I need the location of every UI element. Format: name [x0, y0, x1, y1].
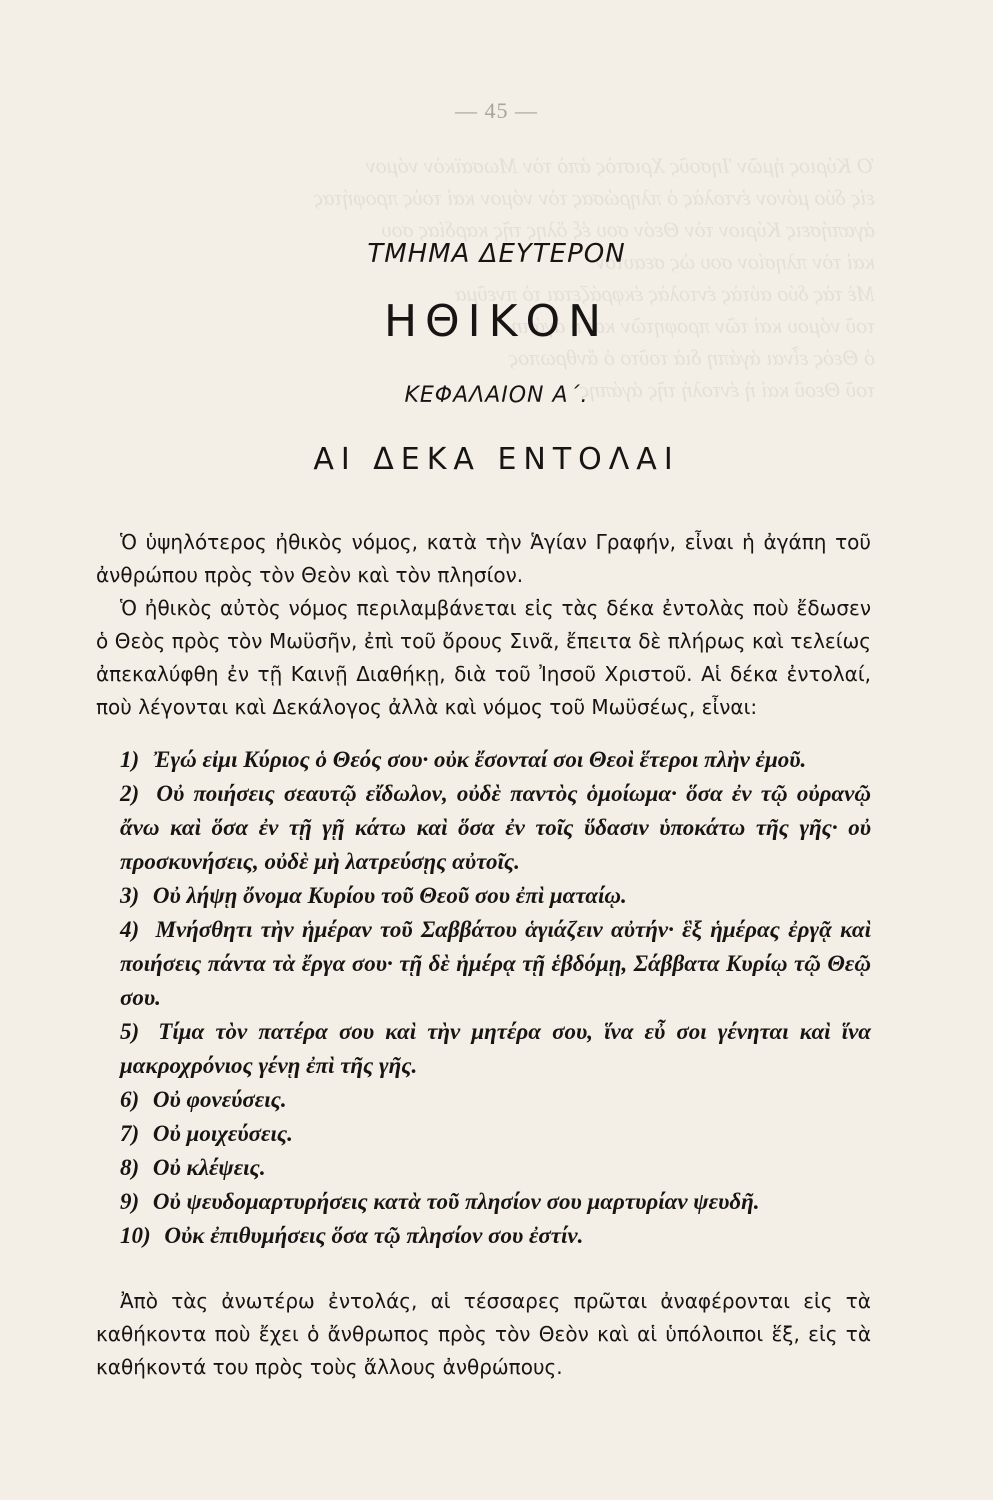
commandment-2	[96, 777, 871, 879]
commandment-number: 7)	[120, 1121, 140, 1146]
commandment-7	[96, 1117, 871, 1151]
commandment-3	[96, 879, 871, 913]
chapter-title: ΚΕΦΑΛΑΙΟΝ Α΄.	[404, 383, 589, 408]
commandment-text: Ἐγώ εἰμι Κύριος ὁ Θεός σου· οὐκ ἔσονταί σοι Θεοὶ ἕτεροι πλὴν ἐμοῦ.	[152, 747, 807, 772]
commandment-text: Οὐ ποιήσεις σεαυτῷ εἴδωλον, οὐδὲ παντὸς ὁμοίωμα· ὅσα ἐν τῷ οὐρανῷ ἄνω καὶ ὅσα ἐν τῇ γῇ κάτω καὶ ὅσα ἐν τοῖς ὕδασιν ὑποκάτω τῆς γῆς· οὐ προσκυνήσεις, οὐδὲ μὴ λατρεύσῃς αὐτοῖς.	[120, 781, 871, 874]
commandment-text: Οὐ μοιχεύσεις.	[152, 1121, 293, 1146]
commandment-10	[96, 1219, 871, 1253]
commandment-number: 6)	[120, 1087, 140, 1112]
commandment-8	[96, 1151, 871, 1185]
commandment-4	[96, 913, 871, 1015]
commandment-number: 10)	[120, 1223, 151, 1248]
commandment-number: 5)	[120, 1019, 140, 1044]
commandment-6	[96, 1083, 871, 1117]
commandment-number: 1)	[120, 747, 140, 772]
subtitle: ΑΙ ΔΕΚΑ ΕΝΤΟΛΑΙ	[313, 442, 680, 477]
commandment-number: 8)	[120, 1155, 140, 1180]
commandment-text: Οὐ φονεύσεις.	[152, 1087, 287, 1112]
commandment-number: 2)	[120, 781, 140, 806]
commandment-text: Τίμα τὸν πατέρα σου καὶ τὴν μητέρα σου, ἵνα εὖ σοι γένηται καὶ ἵνα μακροχρόνιος γένῃ ἐπὶ τῆς γῆς.	[120, 1019, 871, 1078]
commandments-list	[96, 743, 871, 1253]
intro-paragraph-1: Ὁ ὑψηλότερος ἠθικὸς νόμος, κατὰ τὴν Ἁγίαν Γραφήν, εἶναι ἡ ἀγάπη τοῦ ἀνθρώπου πρὸς τὸν Θεὸν καὶ τὸν πλησίον.	[96, 530, 871, 587]
commandment-1	[96, 743, 871, 777]
commandment-5	[96, 1015, 871, 1083]
main-title: ΗΘΙΚΟΝ	[383, 296, 610, 347]
intro-paragraph-2: Ὁ ἠθικὸς αὐτὸς νόμος περιλαμβάνεται εἰς τὰς δέκα ἐντολὰς ποὺ ἔδωσεν ὁ Θεὸς πρὸς τὸν Μωϋσῆν, ἐπὶ τοῦ ὄρους Σινᾶ, ἔπειτα δὲ πλήρως καὶ τελείως ἀπεκαλύφθη ἐν τῇ Καινῇ Διαθήκῃ, διὰ τοῦ Ἰησοῦ Χριστοῦ. Αἱ δέκα ἐντολαί, ποὺ λέγονται καὶ Δεκάλογος ἀλλὰ καὶ νόμος τοῦ Μωϋσέως, εἶναι:	[96, 596, 871, 719]
show-through-text: Ὁ Κύριος ἡμῶν Ἰησοῦς Χριστὸς ἀπὸ τὸν Μωσαϊκὸν νόμον εἰς δύο μόνον ἐντολὰς ὁ πληρώσας τὸν νόμον καὶ τοὺς προφήτας ἀγαπήσεις Κύριον τὸν Θεόν σου ἐξ ὅλης τῆς καρδίας σου καὶ τὸν πλησίον σου ὡς σεαυτόν Μὲ τὰς δύο αὐτὰς ἐντολὰς ἐκφράζεται τὸ πνεῦμα τοῦ νόμου καὶ τῶν προφητῶν καὶ ἡ ἀγάπη ὁ Θεὸς εἶναι ἀγάπη διὰ τοῦτο ὁ ἄνθρωπος τοῦ Θεοῦ καὶ ἡ ἐντολὴ τῆς ἀγάπης	[314, 153, 875, 402]
conclusion-paragraph: Ἀπὸ τὰς ἀνωτέρω ἐντολάς, αἱ τέσσαρες πρῶται ἀναφέρονται εἰς τὰ καθήκοντα ποὺ ἔχει ὁ ἄνθρωπος πρὸς τὸν Θεὸν καὶ αἱ ὑπόλοιποι ἕξ, εἰς τὰ καθήκοντά του πρὸς τοὺς ἄλλους ἀνθρώπους.	[96, 1289, 871, 1379]
commandment-text: Οὐ λήψῃ ὄνομα Κυρίου τοῦ Θεοῦ σου ἐπὶ ματαίῳ.	[152, 883, 627, 908]
commandment-9	[96, 1185, 871, 1219]
commandment-text: Οὐκ ἐπιθυμήσεις ὅσα τῷ πλησίον σου ἐστίν.	[164, 1223, 584, 1248]
commandment-text: Οὐ κλέψεις.	[152, 1155, 266, 1180]
commandment-number: 9)	[120, 1189, 140, 1214]
commandment-text: Μνήσθητι τὴν ἡμέραν τοῦ Σαββάτου ἁγιάζειν αὐτήν· ἓξ ἡμέρας ἐργᾷ καὶ ποιήσεις πάντα τὰ ἔργα σου· τῇ δὲ ἡμέρᾳ τῇ ἑβδόμῃ, Σάββατα Κυρίῳ τῷ Θεῷ σου.	[120, 917, 871, 1010]
commandment-number: 3)	[120, 883, 140, 908]
section-title: ΤΜΗΜΑ ΔΕΥΤΕΡΟΝ	[367, 239, 626, 269]
page-number: — 45 —	[455, 98, 538, 123]
commandment-text: Οὐ ψευδομαρτυρήσεις κατὰ τοῦ πλησίον σου μαρτυρίαν ψευδῆ.	[152, 1189, 760, 1214]
commandment-number: 4)	[120, 917, 140, 942]
